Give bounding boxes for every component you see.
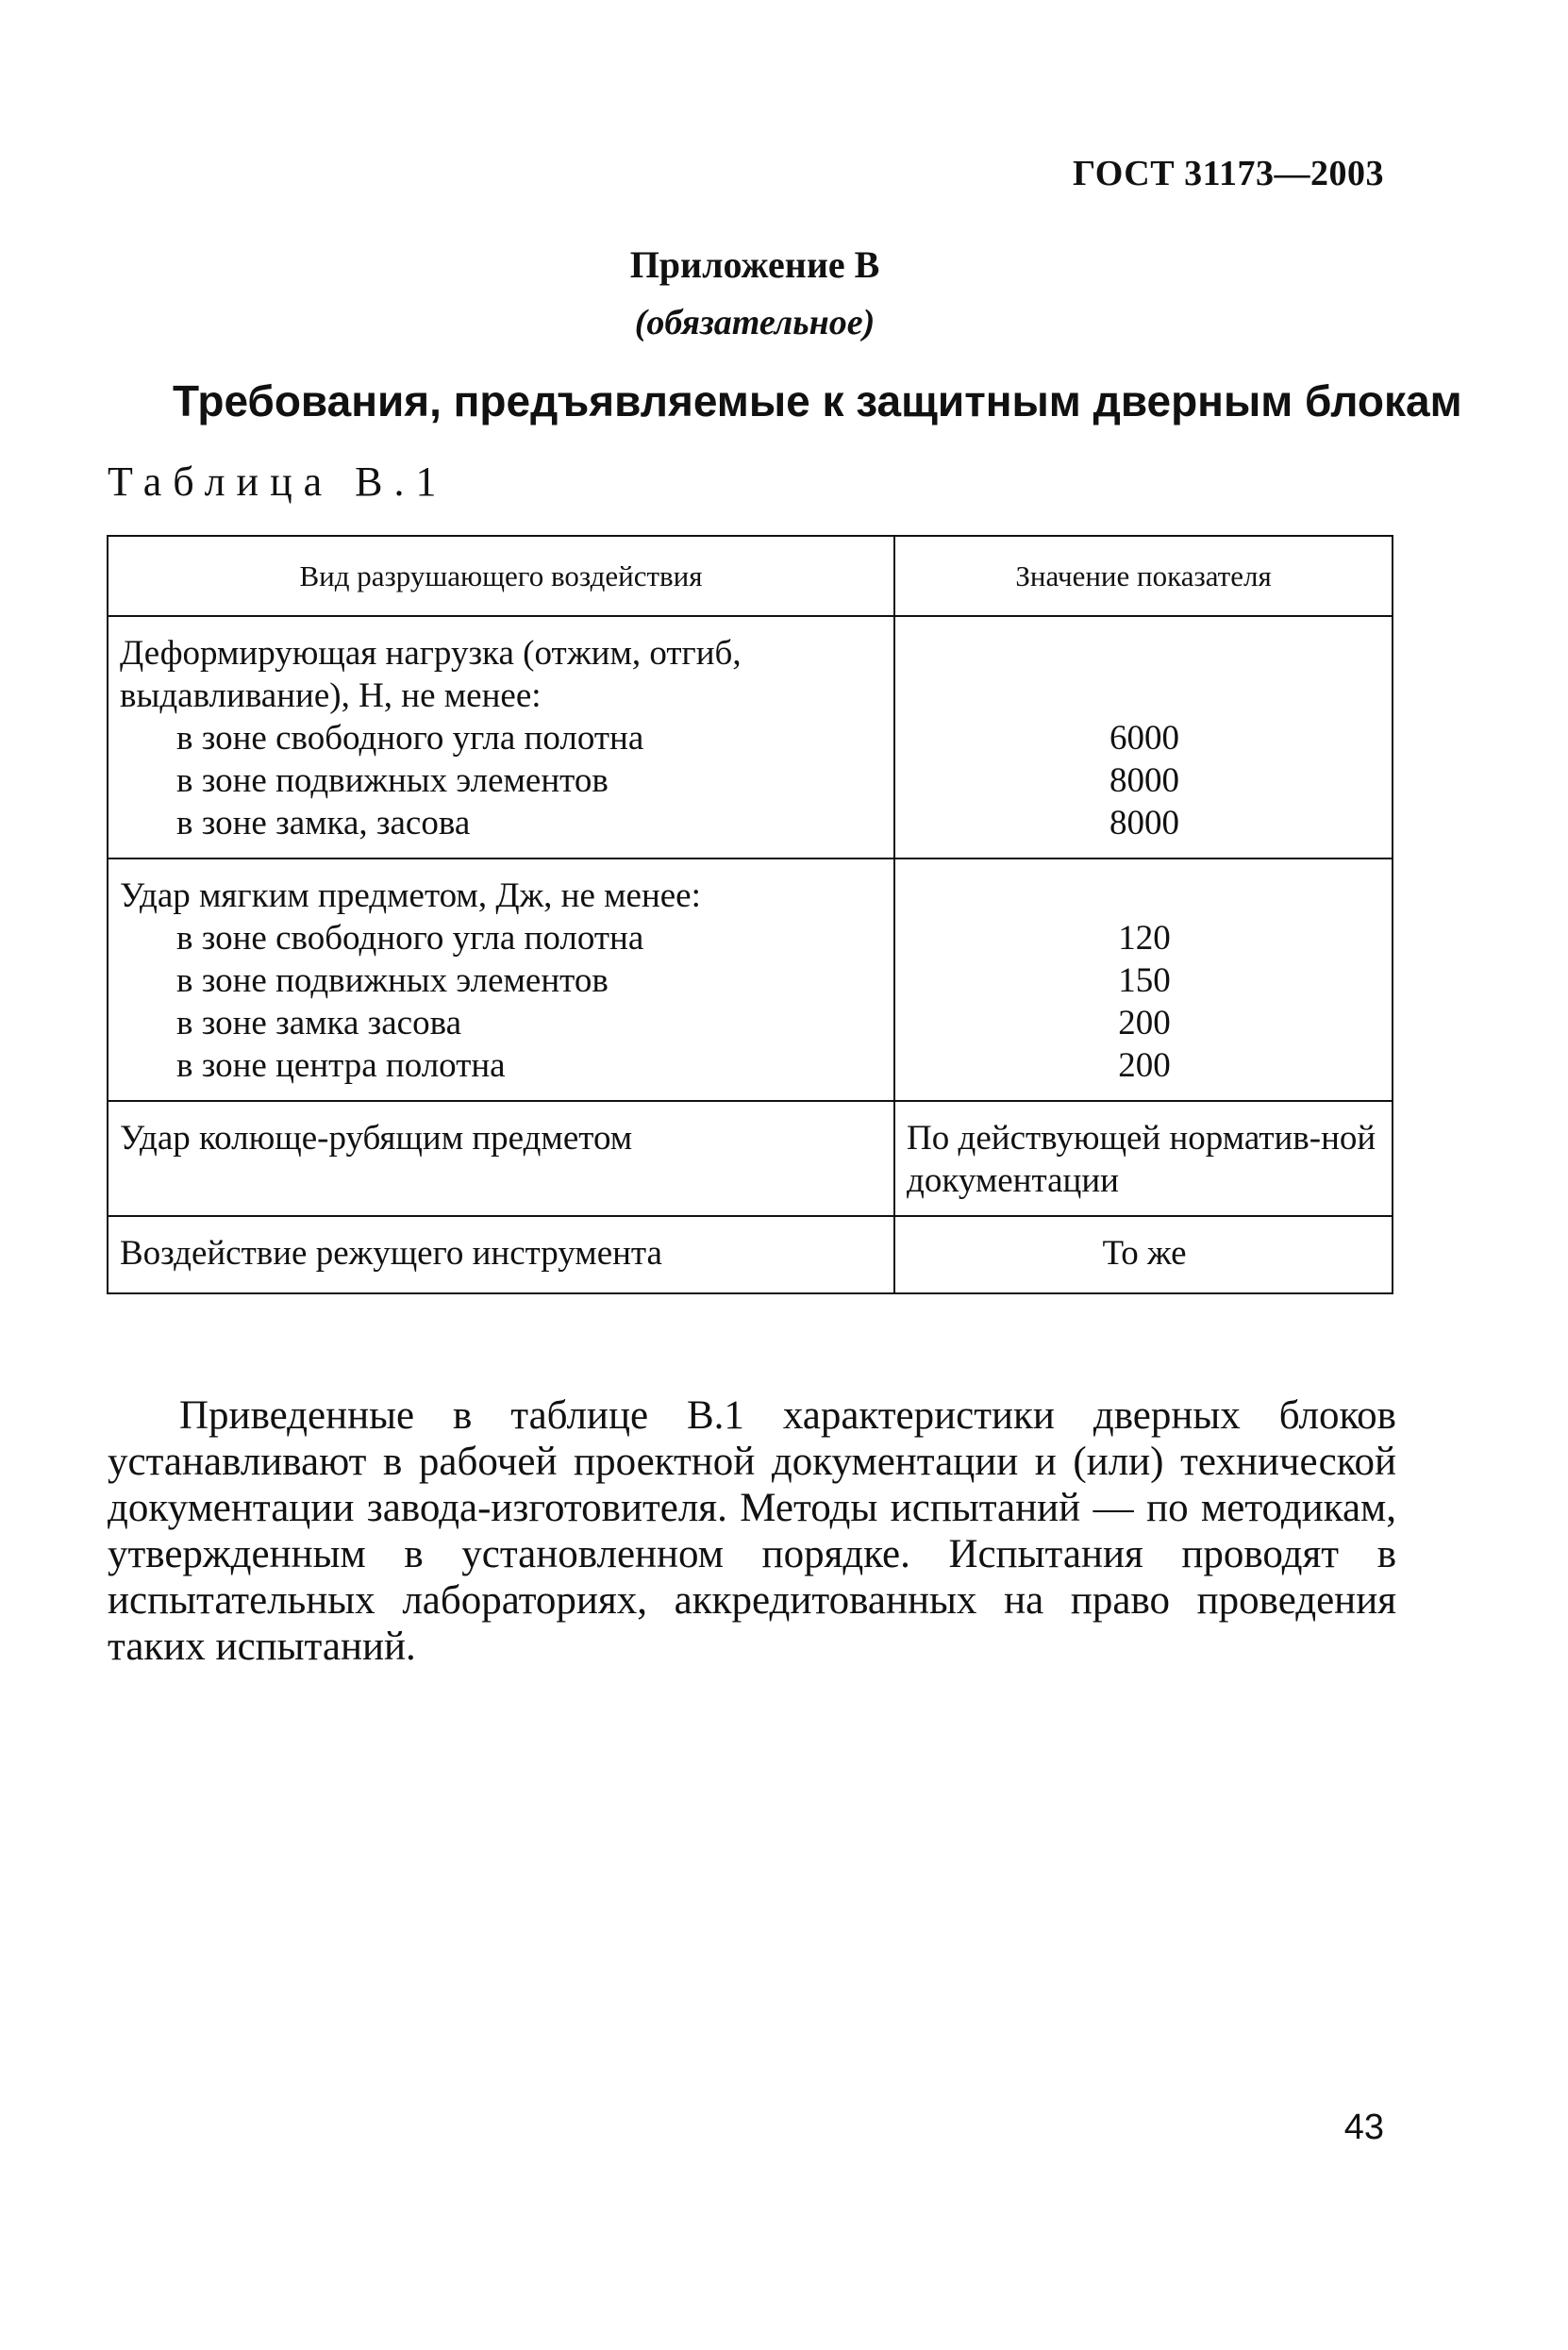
table-cell-values [894, 616, 1393, 858]
row-lead-text: Воздействие режущего инструмента [120, 1234, 662, 1273]
table-cell-impact [108, 616, 894, 858]
table-row [108, 1216, 1393, 1293]
row-item: в зоне замка засова [176, 1004, 461, 1042]
row-item: в зоне подвижных элементов [176, 761, 609, 800]
table-cell-impact [108, 1101, 894, 1216]
requirements-table [107, 535, 1393, 1294]
row-lead-text: Удар мягким предметом, Дж, не менее: [120, 876, 701, 915]
row-value: 200 [1118, 1046, 1171, 1085]
table-row [108, 1101, 1393, 1216]
column-header-value: Значение показателя [894, 536, 1393, 616]
row-item: в зоне замка, засова [176, 804, 471, 842]
row-item: в зоне подвижных элементов [176, 961, 609, 1000]
row-value: 8000 [1109, 761, 1180, 800]
table-label: Таблица В.1 [108, 458, 448, 505]
table-cell-values [894, 858, 1393, 1101]
row-item: в зоне свободного угла полотна [176, 719, 644, 758]
row-item: в зоне центра полотна [176, 1046, 506, 1085]
row-value: 200 [1118, 1004, 1171, 1042]
column-header-impact-type: Вид разрушающего воздействия [108, 536, 894, 616]
row-lead-text: Удар колюще-рубящим предметом [120, 1119, 633, 1158]
row-lead-text: Деформирующая нагрузка (отжим, отгиб, выдавливание), Н, не менее: [120, 634, 742, 715]
table-cell-value-text: То же [894, 1216, 1393, 1293]
row-value: 8000 [1109, 804, 1180, 842]
table-header-row [108, 536, 1393, 616]
appendix-status: (обязательное) [634, 303, 876, 342]
appendix-title: Приложение В [629, 243, 880, 286]
document-code: ГОСТ 31173—2003 [1073, 154, 1384, 193]
table-row [108, 858, 1393, 1101]
row-value: 120 [1118, 919, 1171, 958]
body-paragraph: Приведенные в таблице В.1 характеристики дверных блоков устанавливают в рабочей проектной документации и (или) технической документации завода-изготовителя. Методы испытаний — по методикам, утвержденным в установленном порядке. Испытания проводят в испытательных лабораториях, аккредитованных на право проведения таких испытаний. [108, 1393, 1396, 1669]
table-cell-impact [108, 858, 894, 1101]
table-cell-impact [108, 1216, 894, 1293]
section-title: Требования, предъявляемые к защитным дверным блокам [173, 376, 1462, 425]
row-value: 150 [1118, 961, 1171, 1000]
page-number: 43 [1343, 2108, 1384, 2147]
row-value: 6000 [1109, 719, 1180, 758]
row-item: в зоне свободного угла полотна [176, 919, 644, 958]
table-row [108, 616, 1393, 858]
table-cell-value-text: По действующей норматив-ной документации [894, 1101, 1393, 1216]
